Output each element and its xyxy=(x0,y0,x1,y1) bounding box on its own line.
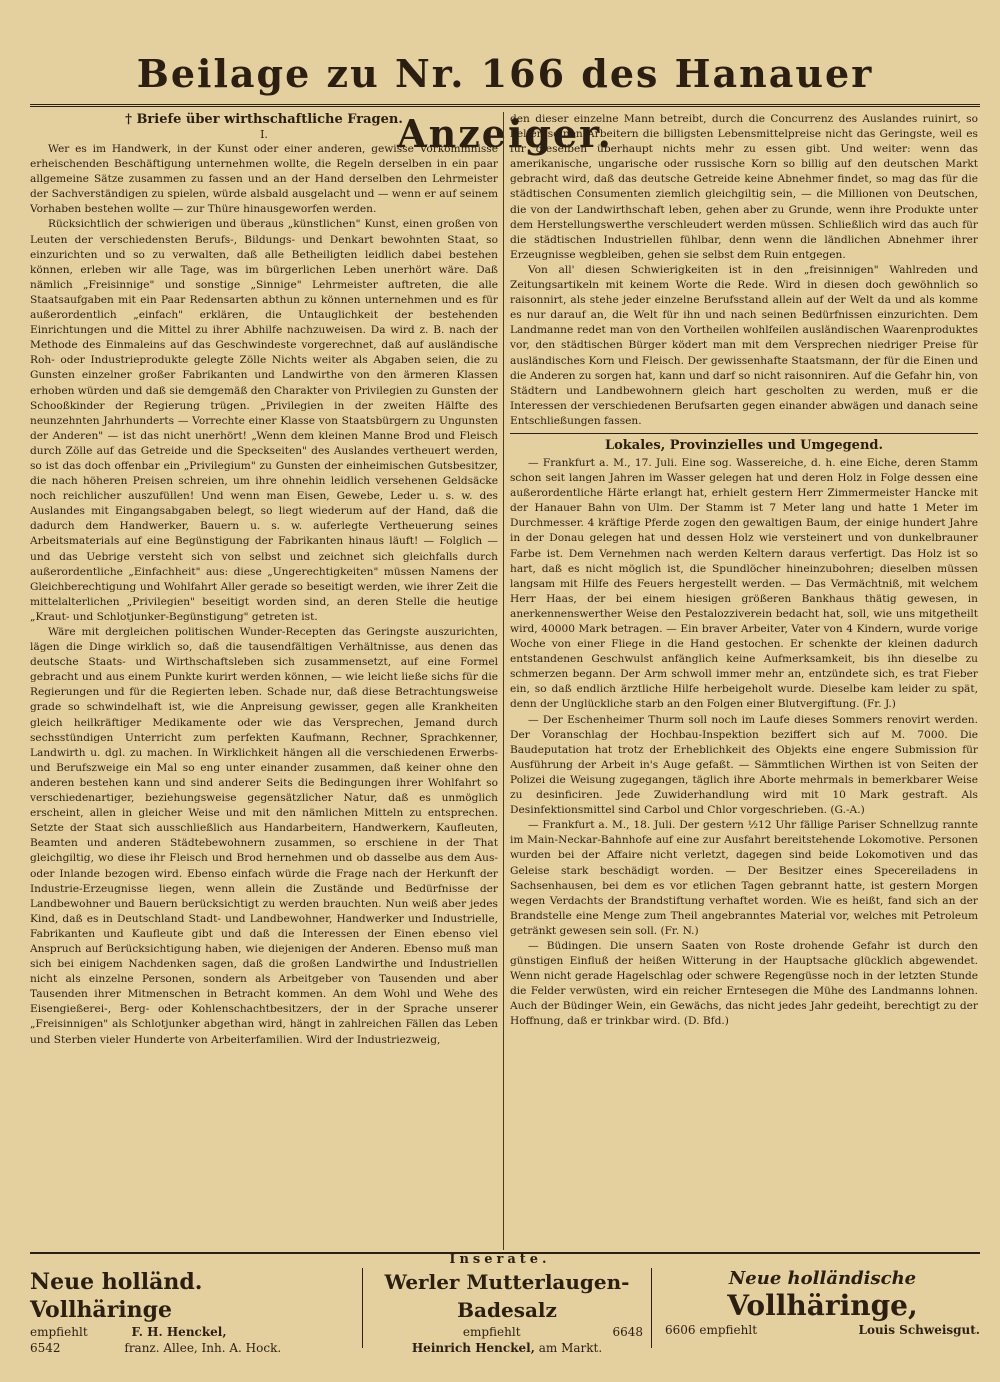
ad-address: am Markt. xyxy=(538,1341,603,1355)
inserate-label: Inserate. xyxy=(449,1252,551,1267)
ad-number: 6648 xyxy=(612,1325,643,1339)
ad-merchant-name: Louis Schweisgut. xyxy=(858,1323,980,1337)
ad-title-line1: Neue holländische xyxy=(728,1268,917,1289)
right-column xyxy=(510,112,978,1250)
ad-merchant-name: F. H. Henckel, xyxy=(131,1325,227,1339)
advertisement-vollhaeringe-schweisgut xyxy=(665,1268,980,1348)
article-paragraph: den dieser einzelne Mann betreibt, durch die Concurrenz des Auslandes ruinirt, so helfen seinen Arbeitern die billigsten Lebensmittelpreise nicht das Geringste, weil es für dieselben überhaupt nichts mehr zu essen gibt. Und weiter: wenn das amerikanische, ungarische oder russische Korn so billig auf den deutschen Markt gebracht wird, daß das deutsche Getreide keine Abnehmer findet, so mag das für die städtischen Consumenten ziemlich gleichgiltig sein, — die Millionen von Deutschen, die von der Landwirthschaft leben, gehen aber zu Grunde, wenn ihre Produkte unter dem Herstellungswerthe verschleudert werden müssen. Schließlich wird das auch für die städtischen Industriellen fühlbar, denn wenn die ländlichen Abnehmer ihrer Erzeugnisse wegbleiben, gehen sie selbst dem Ruin entgegen. xyxy=(510,113,978,261)
news-item: — Der Eschenheimer Thurm soll noch im Laufe dieses Sommers renovirt werden. Der Voranschlag der Hochbau-Inspektion beziffert sich auf M. 7000. Die Baudeputation hat trotz der Erheblichkeit des Objekts eine engere Submission für Ausführung der Arbeit in's Auge gefaßt. — Sämmtlichen Wirthen ist von Seiten der Polizei die Weisung zugegangen, täglich ihre Aborte mehrmals in bemerkbarer Weise zu desinficiren. Jede Zuwiderhandlung wird mit 10 Mark gestraft. Als Desinfektionsmittel sind Carbol und Chlor vorgeschrieben. (G.-A.) xyxy=(510,713,978,817)
advertisement-badesalz xyxy=(362,1268,652,1355)
left-column xyxy=(30,112,498,1250)
column-divider xyxy=(503,112,504,1250)
ad-recommends: empfiehlt xyxy=(30,1325,88,1339)
ad-title: Werler Mutterlaugen-Badesalz xyxy=(384,1270,630,1322)
news-item: — Frankfurt a. M., 17. Juli. Eine sog. Wassereiche, d. h. eine Eiche, deren Stamm schon seit langen Jahren im Wasser gelegen hat und deren Holz in Folge dessen eine außerordentliche Härte erlangt hat, erhielt gestern Herr Zimmermeister Hancke mit der Hanauer Bahn von Ulm. Der Stamm ist 7 Meter lang und hatte 1 Meter im Durchmesser. 4 kräftige Pferde zogen den gewaltigen Baum, der einige hundert Jahre in der Donau gelegen hat und dessen Holz wie versteinert und von dunkelbrauner Farbe ist. Dem Vernehmen nach werden Keltern daraus verfertigt. Das Holz ist so hart, daß es nicht möglich ist, die Spundlöcher hineinzubohren; dieselben müssen langsam mit Hilfe des Feuers hergestellt werden. — Das Vermächtniß, mit welchem Herr Haas, der bei einem hiesigen größeren Bankhaus thätig gewesen, in anerkennenswerther Weise den Pestalozziverein bedacht hat, soll, wie uns mitgetheilt wird, 40000 Mark betragen. — Ein braver Arbeiter, Vater von 4 Kindern, wurde vorige Woche von einer Fliege in die Hand gestochen. Er schenkte der kleinen dadurch entstandenen Geschwulst anfänglich keine Aufmerksamkeit, bis ihn dieselbe zu schmerzen begann. Der Arm schwoll immer mehr an, entzündete sich, es trat Fieber ein, so daß endlich ärztliche Hilfe herbeigeholt wurde. Dieselbe kam leider zu spät, denn der Unglückliche starb an den Folgen einer Blutvergiftung. (Fr. J.) xyxy=(510,456,978,711)
article-section-number: I. xyxy=(260,128,268,141)
ad-merchant-name: Heinrich Henckel, xyxy=(411,1341,535,1355)
ad-title: Neue holländ. Vollhäringe xyxy=(30,1269,203,1323)
ad-number: 6542 xyxy=(30,1341,61,1355)
advertisement-vollhaeringe-henckel xyxy=(30,1268,348,1355)
ad-number: 6606 xyxy=(665,1323,696,1337)
ad-address: franz. Allee, Inh. A. Hock. xyxy=(124,1341,282,1355)
ad-title-line2: Vollhäringe, xyxy=(727,1289,918,1322)
ad-recommends: empfiehlt xyxy=(699,1323,758,1337)
ad-recommends: empfiehlt xyxy=(462,1325,521,1339)
article-paragraph: Von all' diesen Schwierigkeiten ist in den „freisinnigen" Wahlreden und Zeitungsartikeln mit keinem Worte die Rede. Wird in diesen doch gewöhnlich so raisonnirt, als stehe jeder einzelne Berufsstand allein auf der Welt da und als komme es nur darauf an, die Welt für ihn und nach seinen Bedürfnissen einzurichten. Dem Landmanne redet man von den Vortheilen wohlfeilen ausländischen Waarenproduktes vor, den städtischen Bürger ködert man mit dem Versprechen niedriger Preise für ausländisches Korn und Fleisch. Der gewissenhafte Staatsmann, der für die Einen und die Anderen zu sorgen hat, kann und darf so nicht raisonniren. Auf die Gefahr hin, von Städtern und Landbewohnern gleich hart gescholten zu werden, muß er die Interessen der verschiedenen Berufsarten gegen einander abwägen und danach seine Entschließungen fassen. xyxy=(510,263,978,427)
news-item: — Frankfurt a. M., 18. Juli. Der gestern ½12 Uhr fällige Pariser Schnellzug rannte im Main-Neckar-Bahnhofe auf eine zur Ausfahrt bereitstehende Lokomotive. Personen wurden bei der Affaire nicht verletzt, dagegen sind beide Lokomotiven und das Geleise stark beschädigt worden. — Der Besitzer eines Specereiladens in Sachsenhausen, bei dem es vor etlichen Tagen gebrannt hatte, ist gestern Morgen wegen Verdachts der Brandstiftung verhaftet worden. Wie es heißt, fand sich an der Brandstelle eine Menge zum Theil angebranntes Material vor, welches mit Petroleum getränkt gewesen sein soll. (Fr. N.) xyxy=(510,819,978,937)
masthead-rule xyxy=(30,104,980,107)
article-paragraph: Wäre mit dergleichen politischen Wunder-Recepten das Geringste auszurichten, lägen die Dinge wirklich so, daß die tausendfältigen Verhältnisse, aus denen das deutsche Staats- und Wirthschaftsleben sich zusammensetzt, auf eine Formel gebracht und aus einem Punkte kurirt werden können, — wie leicht ließe sichs für die Regierungen und für die Regierten leben. Schade nur, daß diese Betrachtungsweise grade so schwindelhaft ist, wie die Anpreisung gewisser, gegen alle Krankheiten gleich heilkräftiger Medikamente oder wie das Versprechen, Jemand durch sechsstündigen Unterricht zum perfekten Kaufmann, Rechner, Sprachkenner, Landwirth u. dgl. zu machen. In Wirklichkeit hängen all die verschiedenen Erwerbs- und Berufszweige ein Mal so eng unter einander zusammen, daß keiner ohne den anderen bestehen kann und sind anderer Seits die Bedingungen ihrer Wohlfahrt so verschiedenartiger, beziehungsweise gegensätzlicher Natur, daß es unmöglich erscheint, allen in gleicher Weise und mit den nämlichen Mitteln zu entsprechen. Setzte der Staat sich ausschließlich aus Handarbeitern, Handwerkern, Kaufleuten, Beamten und anderen Städtebewohnern zusammen, so erschiene in der That gleichgiltig, wo diese ihr Fleisch und Brod hernehmen und ob dasselbe aus dem Aus- oder Inlande bezogen wird. Ebenso einfach würde die Frage nach der Herkunft der Industrie-Erzeugnisse liegen, wenn allein die Zustände und Bedürfnisse der Landbewohner und Bauern berücksichtigt zu werden brauchten. Nun weiß aber jedes Kind, daß es in Deutschland Stadt- und Landbewohner, Handwerker und Industrielle, Fabrikanten und Kaufleute gibt und daß die Interessen der Einen ebenso viel Anspruch auf Berücksichtigung haben, wie diejenigen der Anderen. Ebenso muß man sich bei einigem Nachdenken sagen, daß die großen Landwirthe und Industriellen nicht als einzelne Personen, sondern als Arbeitgeber von Tausenden und aber Tausenden ihrer Mitmenschen in Betracht kommen. An dem Wohl und Wehe des Eisengießerei-, Berg- oder Kohlenschachtbesitzers, der in der Sprache unserer „Freisinnigen" als Schlotjunker abgethan wird, hängt in zahlreichen Fällen das Leben und Sterben vieler Hunderte von Arbeiterfamilien. Wird der Industriezweig, xyxy=(30,626,498,1046)
masthead-title: Beilage zu Nr. 166 des Hanauer Anzeiger. xyxy=(136,51,874,156)
article-paragraph: Rücksichtlich der schwierigen und überaus „künstlichen" Kunst, einen großen von Leuten der verschiedensten Berufs-, Bildungs- und Denkart bewohnten Staat, so einzurichten und so zu verwalten, daß alle Betheiligten leidlich dabei bestehen können, erleben wir alle Tage, was im bürgerlichen Leben unerhört wäre. Daß nämlich „Freisinnige" und sonstige „Sinnige" Lehrmeister auftreten, die alle Staatsaufgaben mit ein Paar Redensarten abthun zu können unternehmen und es für außerordentlich „einfach" erklären, die Untauglichkeit der bestehenden Einrichtungen und die Mittel zu ihrer Abhilfe nachzuweisen. Da wird z. B. nach der Methode des Einmaleins auf das Geschwindeste vorgerechnet, daß auf ausländische Roh- oder Industrieprodukte gelegte Zölle Nichts weiter als Abgaben seien, die zu Gunsten einzelner großer Fabrikanten und Landwirthe von den ärmeren Klassen erhoben würden und daß sie demgemäß den Charakter von Privilegien zu Gunsten der Schooßkinder der Regierung trügen. „Privilegien in der zweiten Hälfte des neunzehnten Jahrhunderts — Vorrechte einer Klasse von Staatsbürgern zu Ungunsten der Anderen" — ist das nicht unerhört! „Wenn dem kleinen Manne Brod und Fleisch durch Zölle auf das Getreide und die Speckseiten" des Auslandes vertheuert werden, so ist das doch offenbar ein „Privilegium" zu Gunsten der einheimischen Gutsbesitzer, die nach höheren Preisen schreien, um ihre ohnehin leidlich versehenen Geldsäcke noch reichlicher auszufüllen! Und wenn man Eisen, Gewebe, Leder u. s. w. des Auslandes mit Eingangsabgaben belegt, so liegt wiederum auf der Hand, daß die dadurch dem Handwerker, Bauern u. s. w. auferlegte Vertheuerung seines Arbeitsmaterials auf eine Begünstigung der Fabrikanten hinaus läuft! — Folglich — und das Uebrige versteht sich von selbst und zeichnet sich gleichfalls durch außerordentliche „Einfachheit" aus: diese „Ungerechtigkeiten" müssen Namens der Gleichberechtigung und Wohlfahrt Aller gerade so beseitigt werden, wie ihrer Zeit die mittelalterlichen „Privilegien" beseitigt worden sind, an deren Stelle die heutige „Kraut- und Schlotjunker-Begünstigung" getreten ist. xyxy=(30,218,498,623)
article-paragraph: Wer es im Handwerk, in der Kunst oder einer anderen, gewisse Vorkommnisse erheischenden Beschäftigung unternehmen wollte, die Regeln derselben in ein paar allgemeine Sätze zusammen zu fassen und an der Hand derselben den Lehrmeister der Sachverständigen zu spielen, würde alsbald ausgelacht und — wenn er auf seinem Vorhaben bestehen wollte — zur Thüre hinausgeworfen werden. xyxy=(30,143,498,216)
news-item: — Büdingen. Die unsern Saaten von Roste drohende Gefahr ist durch den günstigen Einfluß der heißen Witterung in der Hauptsache glücklich abgewendet. Wenn nicht gerade Hagelschlag oder schwere Regengüsse noch in der letzten Stunde die Felder verwüsten, wird ein reicher Erntesegen die Mühe des Landmanns lohnen. Auch der Büdinger Wein, ein Gewächs, das nicht jedes Jahr gedeiht, berechtigt zu der Hoffnung, daß er trinkbar wird. (D. Bfd.) xyxy=(510,939,978,1028)
article-title: † Briefe über wirthschaftliche Fragen. xyxy=(125,112,403,127)
local-news-heading: Lokales, Provinzielles und Umgegend. xyxy=(510,433,978,454)
